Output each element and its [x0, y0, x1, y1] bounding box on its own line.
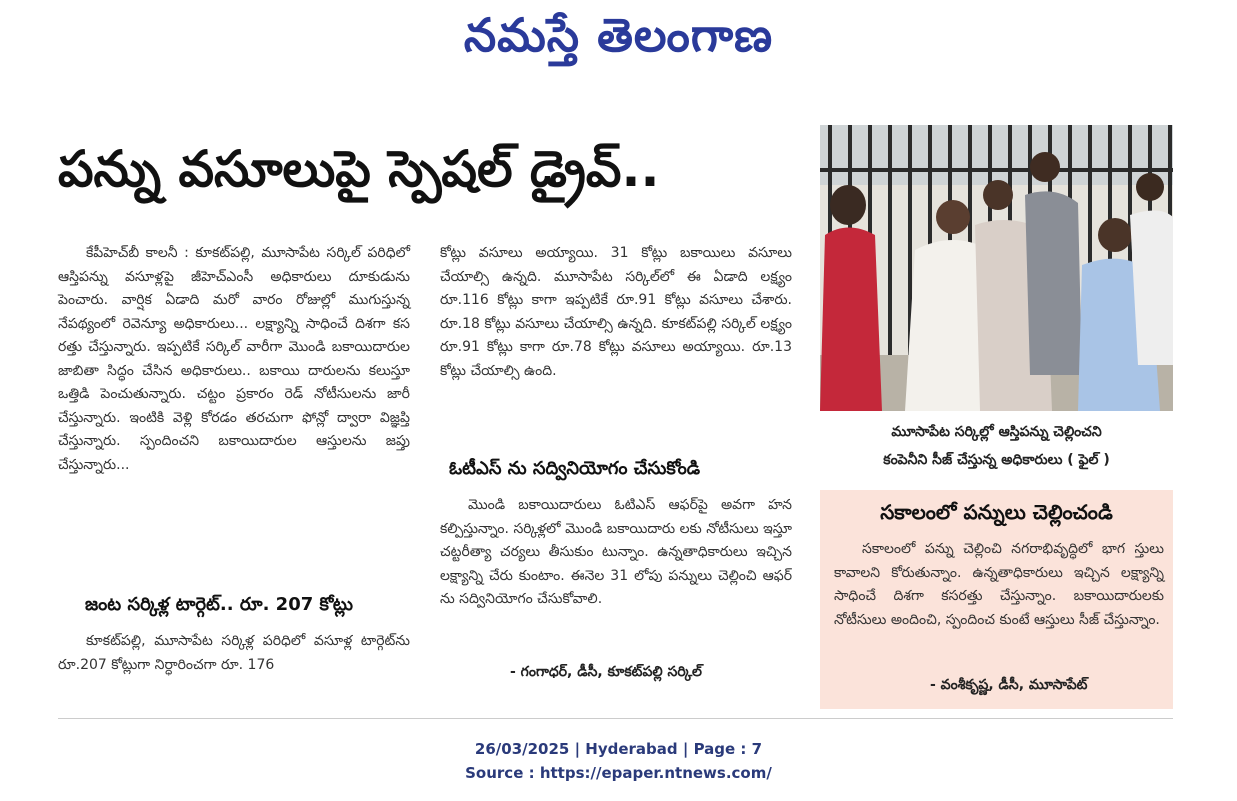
sidebox-paragraph: సకాలంలో పన్ను చెల్లించి నగరాభివృద్ధిలో భాగ స్తులు కావాలని కోరుతున్నాం. ఉన్నతాధికారులు ఇచ్చిన లక్ష్యాన్ని సాధించే దిశగా కసరత్తు చేస్తున్నాం. బకాయిదారులకు నోటీసులు అందించి, స్పందించ కుంటే ఆస్తులు సీజ్ చేస్తున్నాం. — [834, 541, 1164, 628]
footer-divider — [58, 718, 1173, 719]
article-column-1 — [58, 242, 410, 477]
quote-signature: - గంగాధర్, డీసీ, కూకట్‌పల్లి సర్కిల్ — [510, 664, 702, 680]
caption-line-2: కంపెనీని సీజ్ చేస్తున్న అధికారులు ( ఫైల్ ) — [883, 452, 1110, 468]
article-targets-paragraph: కూకట్‌పల్లి, మూసాపేట సర్కిళ్ల పరిధిలో వసూళ్ల టార్గెట్‌ను రూ.207 కోట్లుగా నిర్ధారించగా రూ. 176 — [58, 633, 410, 673]
article-intro-paragraph: కేపీహెచ్‌బీ కాలనీ : కూకట్‌పల్లి, మూసాపేట సర్కిల్ పరిధిలో ఆస్తిపన్ను వసూళ్లపై జీహెచ్‌ఎంసీ అధికారులు దూకుడును పెంచారు. వార్షిక ఏడాది మరో వారం రోజుల్లో ముగుస్తున్న నేపథ్యంలో రెవెన్యూ అధికారులు... లక్ష్యాన్ని సాధించే దిశగా కస రత్తు చేస్తున్నారు. ఇప్పటికే సర్కిల్ వారీగా మొండి బకాయిదారుల జాబితా సిద్ధం చేసిన అధికారులు.. బకాయి దారులను కలుస్తూ ఒత్తిడి పెంచుతున్నారు. చట్టం ప్రకారం రెడ్ నోటీసులను జారీ చేస్తున్నారు. ఇంటికి వెళ్లి కోరడం తరచుగా ఫోన్లో ద్వారా విజ్ఞప్తి చేస్తున్నారు. స్పందించని బకాయిదారుల ఆస్తులను జప్తు చేస్తున్నారు... — [58, 245, 410, 473]
ots-quote-paragraph: మొండి బకాయిదారులు ఓటిఎస్ ఆఫర్‌పై అవగా హన కల్పిస్తున్నాం. సర్కిళ్లలో మొండి బకాయిదారు లకు నోటీసులు ఇస్తూ చట్టరీత్యా చర్యలు తీసుకుం టున్నాం. ఉన్నతాధికారులు ఇచ్చిన లక్ష్యాన్ని చేరు కుంటాం. ఈనెల 31 లోపు పన్నులు చెల్లించి ఆఫర్ ను సద్వినియోగం చేసుకోవాలి. — [440, 497, 792, 607]
photo-illustration — [820, 125, 1173, 411]
caption-line-1: మూసాపేట సర్కిల్లో ఆస్తిపన్ను చెల్లించని — [891, 424, 1102, 440]
article-column-2 — [440, 242, 792, 383]
sidebox-title: సకాలంలో పన్నులు చెల్లించండి — [880, 500, 1113, 524]
footer-date-page: 26/03/2025 | Hyderabad | Page : 7 — [474, 740, 763, 758]
news-photo — [820, 125, 1173, 411]
sidebox-body — [834, 538, 1164, 632]
photo-caption — [820, 418, 1173, 474]
sidebox-signature: - వంశీకృష్ణ, డీసీ, మూసాపేట్ — [930, 677, 1088, 693]
footer-source: Source : https://epaper.ntnews.com/ — [465, 764, 772, 782]
article-quote-column — [440, 494, 792, 612]
masthead-logo: నమస్తే తెలంగాణ — [463, 8, 774, 62]
quote-sidebox — [820, 490, 1173, 709]
subheading-ots: ఓటీఎస్ ను సద్వినియోగం చేసుకోండి — [449, 458, 701, 479]
article-collections-paragraph: కోట్లు వసూలు అయ్యాయి. 31 కోట్లు బకాయిలు వసూలు చేయాల్సి ఉన్నది. మూసాపేట సర్కిల్‌లో ఈ ఏడాది లక్ష్యం రూ.116 కోట్లు కాగా ఇప్పటికే రూ.91 కోట్లు వసూలు చేశారు. రూ.18 కోట్లు వసూలు చేయాల్సి ఉన్నది. కూకట్‌పల్లి సర్కిల్ లక్ష్యం రూ.91 కోట్లు కాగా రూ.78 కోట్లు వసూలు అయ్యాయి. రూ.13 కోట్లు చేయాల్సి ఉంది. — [440, 245, 792, 379]
article-headline: పన్ను వసూలుపై స్పెషల్ డ్రైవ్.. — [58, 140, 660, 198]
article-column-1-continued — [58, 630, 410, 677]
subheading-targets: జంట సర్కిళ్ల టార్గెట్.. రూ. 207 కోట్లు — [85, 594, 353, 615]
